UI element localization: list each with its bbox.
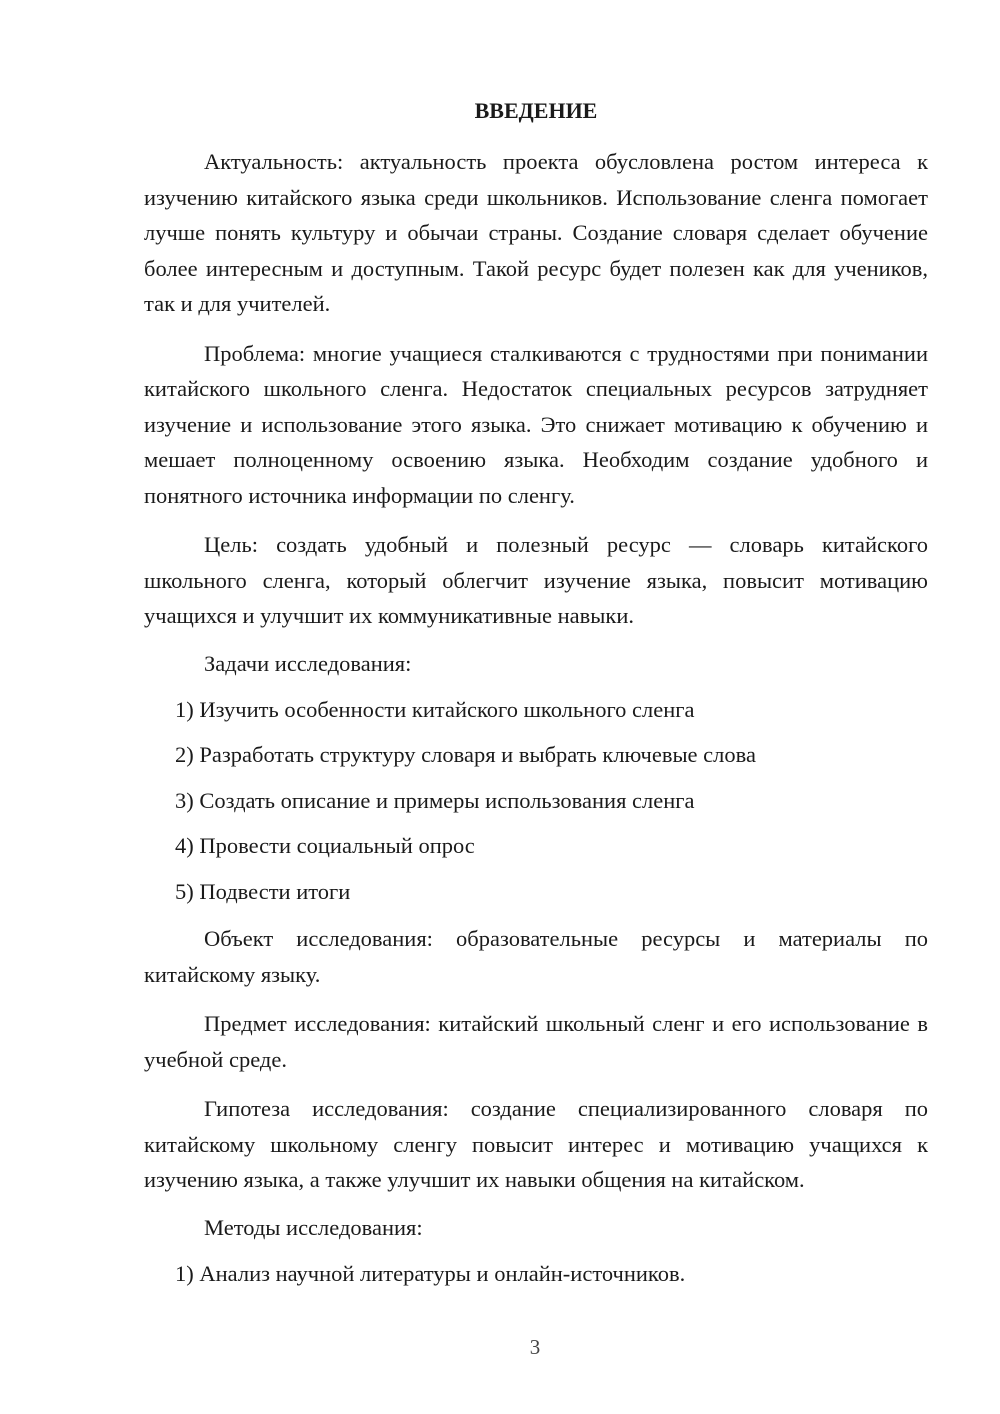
methods-heading: Методы исследования: bbox=[204, 1214, 423, 1240]
task-item: 4) Провести социальный опрос bbox=[175, 833, 475, 858]
section-title: ВВЕДЕНИЕ bbox=[474, 98, 598, 123]
task-item: 5) Подвести итоги bbox=[175, 878, 351, 904]
task-item: 3) Создать описание и примеры использования сленга bbox=[175, 787, 695, 813]
method-item: 1) Анализ научной литературы и онлайн-источников. bbox=[175, 1260, 686, 1286]
paragraph-hypothesis: Гипотеза исследования: создание специализированного словаря по китайскому школьному сленгу повысит интерес и мотивацию учащихся к изучению языка, а также улучшит их навыки общения на китайском. bbox=[144, 1096, 928, 1192]
page-content bbox=[144, 94, 928, 1303]
paragraph-relevance: Актуальность: актуальность проекта обусловлена ростом интереса к изучению китайского языка среди школьников. Использование сленга помогает лучше понять культуру и обычаи страны. Создание словаря сделает обучение более интересным и доступным. Такой ресурс будет полезен как для учеников, так и для учителей. bbox=[144, 149, 928, 316]
paragraph-object: Объект исследования: образовательные ресурсы и материалы по китайскому языку. bbox=[144, 926, 928, 987]
page-number: 3 bbox=[529, 1335, 541, 1359]
task-item: 2) Разработать структуру словаря и выбрать ключевые слова bbox=[175, 742, 756, 767]
paragraph-subject: Предмет исследования: китайский школьный сленг и его использование в учебной среде. bbox=[144, 1011, 928, 1072]
task-item: 1) Изучить особенности китайского школьного сленга bbox=[175, 696, 695, 722]
paragraph-goal: Цель: создать удобный и полезный ресурс — словарь китайского школьного сленга, который облегчит изучение языка, повысит мотивацию учащихся и улучшит их коммуникативные навыки. bbox=[144, 532, 928, 628]
tasks-heading: Задачи исследования: bbox=[204, 650, 412, 676]
paragraph-problem: Проблема: многие учащиеся сталкиваются с трудностями при понимании китайского школьного сленга. Недостаток специальных ресурсов затрудняет изучение и использование этого языка. Это снижает мотивацию к обучению и мешает полноценному освоению языка. Необходим создание удобного и понятного источника информации по сленгу. bbox=[144, 340, 928, 508]
